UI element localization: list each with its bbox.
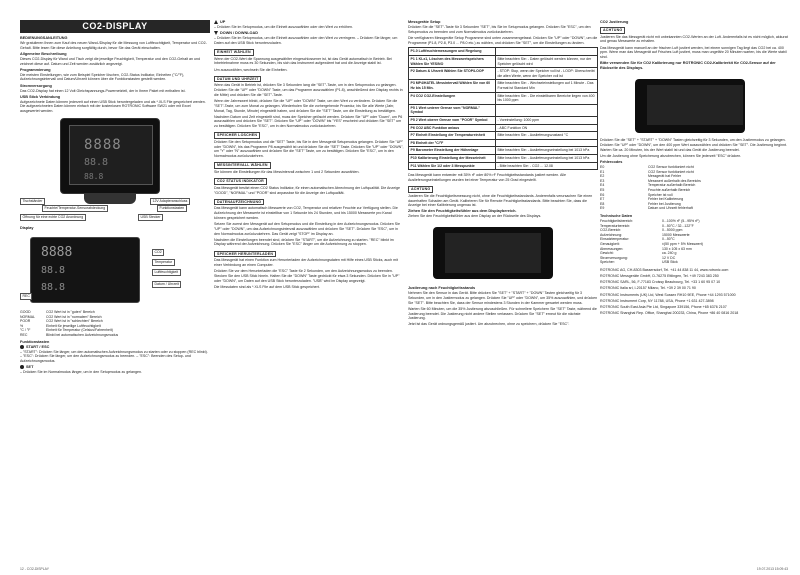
start-esc-text-body: – "START": Drücken Sie länger, um den automatischen Aufzeichnungsmodus zu starten oder zu stoppen (REC blinkt). – "ESC": Drücken Sie länger, um den Aufzeichnungsmodus zu beenden. – "ESC": Beenden des Setup- und Aufzeichnungsmodus. — [20, 349, 208, 364]
tech-key: Temperaturbereich: — [600, 223, 631, 228]
heading-setup: Messgeräte Setup — [408, 20, 441, 24]
table-cell: Bitte beachten Sie: - Auslieferungszustand °C — [495, 132, 597, 140]
section-download: SPEICHER HERUNTERLADEN — [214, 251, 276, 258]
column-3 — [408, 20, 598, 329]
status-value: CO2 Wert ist in "schlechten" Bereich — [46, 319, 103, 324]
start-button-icon — [20, 345, 24, 349]
error-text: Messgerät hat Fehler — [648, 174, 682, 179]
date-time-text-1: Wenn das Gerät in Betrieb ist, drücken Sie 3 Sekunden lang die "SET"-Taste, um in den Setupmodus zu gelangen. Drücken Sie die "UP" oder "DOWN" Taste, um das Programm auszuwählen (P1.8), anschließend den Display rechts in die Mitte) und drücken Sie die "SET"-Taste. — [214, 83, 403, 97]
unit-text-2: Um auszuwählen, wechseln Sie die Einheiten. — [214, 67, 288, 72]
tech-value: 12 V DC — [662, 255, 676, 260]
tech-key: Aufzeichnung: — [600, 232, 623, 237]
up-arrow-icon — [214, 20, 218, 24]
label-co2-opening: Öffnung für eine echte CO2 Anordnung — [20, 214, 86, 221]
error-code: E6 — [600, 192, 605, 197]
download-text-2: Drücken Sie vor dem Herunterladen die "ESC" Taste für 2 Sekunden, um den Aufzeichnungsmodus zu beenden. Stecken Sie den USB Stick hinein. Halten Sie die "DOWN" Taste gedrückt für etwa 3 Sekunden. Drücken Sie in "UP" oder "DOWN", um Daten auf den USB Stick herunterzuladen. "USB" wird im Display angezeigt. — [214, 269, 400, 283]
address-line: ROTRONIC Shanghai Rep. Office, Shanghai 200233, China, Phone +86 40 0816 2018 — [600, 310, 739, 315]
heading-power: Stromversorgung — [20, 83, 52, 88]
down-text-body: – Drücken Sie im Setupmodus, um die Einheit auszuwählen oder den Wert zu verringern. – Drücken Sie länger, um Daten auf den USB Stick herunterzuladen. — [214, 36, 398, 45]
error-text: Temperatur außerhalb Bereich — [648, 183, 696, 188]
lcd-hum-digits: 88.8 — [41, 281, 66, 293]
table-cell — [495, 48, 597, 56]
clear-memory-text: Drücken Sie den Setupmodus und die "SET" Taste, bis Sie in den Messgerät Setupmodus gelangen. Drücken Sie "UP" oder "DOWN", bis das Programm P8 ausgewählt ist und drücken Sie die "SET" Taste. Drücken Sie "UP" oder "DOWN", um "Y" oder "N" auszuwählen und drücken Sie die "SET" Taste, um zu bestätigen. Drücken Sie "ESC", um in den Normalmodus zurückzukehren. — [214, 139, 404, 159]
table-cell — [495, 139, 597, 147]
status-value: Blinkt bei automatischen Aufzeichnungsmodus — [46, 332, 119, 337]
table-row — [409, 55, 598, 67]
unit-text: Wenn der CO2-Wert die Spannung ausgewählter eingeschlossener ist, ist das Gerät automatisch in Betrieb. Bei Inbetriebnahme muss es 30 Sekunden, bis sich das Instrument aufgewärmt hat und die Anzeige stabil ist. — [214, 56, 392, 66]
up-text: UP — [220, 20, 226, 24]
device-digits-hum: 88.8 — [84, 171, 104, 181]
footer-right: 19.07.2013 15:09:43 — [756, 566, 788, 571]
table-row — [409, 92, 598, 104]
tech-key: Feuchtigkeitsbereich: — [600, 219, 634, 223]
setup-text-1: Drücken Sie die "SET"-Taste für 3 Sekunden "SET", bis Sie im Setupmodus gelangen. Drücken Sie "ESC", um den Setupmodus zu beenden und zum Normalmodus zurückzukehren. — [408, 25, 591, 34]
table-row — [409, 68, 598, 80]
error-text: Feuchte außerhalb Bereich — [648, 187, 691, 192]
label-date-time: Datum / Uhrzeit — [152, 281, 181, 288]
table-cell: - Voreinstellung: 1000 ppm — [495, 117, 597, 125]
tech-key: Stromversorgung: — [600, 255, 628, 260]
tech-key: CO2-Bereich: — [600, 228, 622, 233]
footer-left: 12 - CO2-DISPLAY — [20, 566, 49, 571]
pull-sensor-text: Ziehen Sie den Feuchtigkeitsfühler aus dem Display an der Rückseite des Displays. — [408, 214, 542, 219]
table-row — [409, 80, 598, 92]
page-title: CO2-DISPLAY — [20, 20, 210, 33]
error-text: Speicher ist voll — [648, 192, 673, 197]
device-stand — [84, 194, 136, 204]
tech-value: 130 x 105 x 63 mm — [662, 246, 692, 251]
co2-adjust-text-3: Um die Justierung ohne Speicherung abzubrechen, können Sie jederzeit "ESC" drücken. — [600, 153, 742, 158]
table-cell: P3 MP4/HATEL Messintervall Wählen Sie von 60 Hz bis 15 Min. — [409, 80, 496, 92]
sensor-photo-screen — [445, 233, 541, 273]
table-row — [409, 155, 598, 163]
warning-box-title-2: ACHTUNG — [600, 27, 625, 34]
table-row — [409, 162, 598, 170]
heading-errors: Fehlercodes — [600, 159, 623, 164]
status-value: Einheit für Temperatur (Celsius/Fahrenheit) — [46, 328, 113, 333]
status-value: CO2 Wert ist in "guten" Bereich — [46, 309, 95, 314]
table-row — [409, 104, 598, 116]
error-list — [600, 165, 788, 211]
table-cell: P8 Einheit der °C/°F — [409, 139, 496, 147]
error-code: E4 — [600, 183, 605, 188]
section-interval: MESSINTERVALL WÄHLEN — [214, 162, 271, 169]
interval-text: Sie können die Einstellungen für das Messintervall zwischen 1 und 2 Sekunden auswählen. — [214, 170, 360, 175]
table-cell: P4 CO2 CO2-Einstellungen — [409, 92, 496, 104]
device-screen — [69, 125, 153, 185]
tech-list — [600, 219, 788, 265]
section-date-time: DATUM UND UHRZEIT — [214, 76, 261, 83]
download-text-1: Das Messgerät hat einen Funktion zum Herunterladen der Aufzeichnungsdaten mit Hilfe eines USB Sticks, auch mit einer Verbindung an einen Computer. — [214, 258, 398, 267]
tech-key: Gewicht: — [600, 251, 614, 256]
status-key: °C / °F — [20, 328, 31, 333]
sensor-photo-device — [433, 227, 553, 279]
label-usb: USB Stecker — [138, 214, 163, 221]
status-key: POOR — [20, 319, 31, 324]
tech-value: 15000 Messwerte — [662, 232, 690, 237]
heading-tech-data: Technische Daten — [600, 214, 633, 218]
label-sensor: Feuchte/Temperatur-Sensorabdeckung — [42, 205, 108, 212]
label-rec: REC — [20, 293, 32, 300]
down-arrow-icon — [214, 31, 218, 35]
error-code: E2 — [600, 174, 605, 179]
address-line: ROTRONIC Instruments (UK) Ltd, West Sussex RH10 9EE, Phone +44 1293 571000 — [600, 292, 736, 297]
setup-table — [408, 47, 598, 170]
error-text: Fehler bei Justierung — [648, 201, 681, 206]
section-clear-memory: SPEICHER LÖSCHEN — [214, 132, 260, 139]
status-value: CO2 Wert ist in "normalem" Bereich — [46, 314, 102, 319]
error-code: E7 — [600, 197, 605, 202]
table-cell: Bitte beachten Sie: - Daten gelöscht werden können, nur der Speicher gelöscht wird — [495, 55, 597, 67]
table-cell: - ABC Funktion ON — [495, 124, 597, 132]
up-text-body: – Drücken Sie im Setupmodus, um die Einheit auszuwählen oder den Wert zu erhöhen. — [214, 25, 353, 29]
table-cell: Bitte beachten Sie: - Auslieferungseinstellung bei 1013 hPa — [495, 147, 597, 155]
address-line: ROTRONIC AG, CH-8303 Bassersdorf, Tel. +41 44 838 11 44, www.rotronic.com — [600, 268, 729, 273]
setup-text-2: Die verfügbaren Messgeräte Setup Programme sind unten zusammengefasst. Drücken Sie "UP" oder "DOWN", um die Programme (P1.8, P2.8, P3.0 ... P8.0 etc.) zu wählen, und drücken Sie "SET", um die Einstellungen zu ändern. — [408, 35, 598, 45]
device-body — [60, 118, 160, 194]
table-row — [409, 124, 598, 132]
section-co2-indicator: CO2 STATUS INDIKATOR — [214, 178, 267, 185]
status-key: % — [20, 323, 24, 328]
heading-description: Allgemeine Beschreibung — [20, 51, 67, 56]
programming-text: Die meisten Einstellungen, wie zum Beispiel Speicher löschen, CO2-Status Indikator, Einheiten (°C/°F), Aufzeichnungsintervall und Datum/Uhrzeit können über die Funktionstasten gestellt werden. — [20, 72, 185, 82]
table-cell: P9 Barometer Einstellung der Höhenlage — [409, 147, 496, 155]
status-list — [20, 310, 210, 338]
description-text: Dieses CO2-Display für Wand und Tisch zeigt die jeweilige Feuchtigkeit, Temperatur und den CO2-Gehalt an und zeichnet diese auf. Datum und Zeit werden zusätzlich angezeigt. — [20, 56, 200, 66]
tech-key: Einsatztemperatur: — [600, 237, 630, 242]
table-cell: - Bitte beachten Sie: - CO2 ... 12.08 — [495, 162, 597, 170]
heading-pull-sensor: Ziehen Sie den Feuchtigkeitsfühler aus dem Displaybereich. — [408, 209, 517, 214]
table-cell — [495, 104, 597, 116]
error-text: Fehler bei Kalibrierung — [648, 197, 684, 202]
power-text: Das CO2-Display hat einen 12 Volt Gleichspannungs-Powernetzteil, der in Ihrem Paket mit enthalten ist. — [20, 88, 186, 93]
tech-value: 0...100% rF (5...95% rF) — [662, 219, 700, 223]
intro-text: Wir gratulieren Ihnen zum Kauf des neuen Wand-/Display für die Messung von Luftfeuchtigkeit, Temperatur und CO2-Gehalt. Bitte lesen Sie diese Anleitung sorgfältig durch, bevor Sie das Gerät einschalten. — [20, 41, 207, 50]
error-code: E8 — [600, 201, 605, 206]
address-line: ROTRONIC Messgeräte GmbH, D-76275 Ettlingen, Tel. +49 7243 383 250 — [600, 274, 719, 279]
warning-box-title: ACHTUNG — [408, 186, 433, 193]
status-key: NORMAL — [20, 314, 35, 319]
co2-kit-photo-screen — [647, 85, 743, 125]
table-cell: P6 CO2 ABC Funktion an/aus — [409, 124, 496, 132]
error-code: E5 — [600, 187, 605, 192]
sensor-photo — [408, 223, 598, 283]
status-key: GOOD — [20, 309, 31, 314]
error-code: E0 — [600, 164, 605, 169]
display-illustration — [20, 235, 210, 310]
heading-function-keys: Funktionstasten — [20, 339, 50, 344]
co2-kit-photo-device — [635, 79, 745, 133]
tech-value: ca. 240 g — [662, 251, 677, 256]
set-text-body: – Drücken Sie im Normalmodus länger, um in den Setupmodus zu gelangen. — [20, 370, 143, 375]
down-text: DOWN / DOWNLOAD — [220, 31, 258, 36]
column-2 — [214, 20, 404, 291]
humidity-adjust-text-2: Warten Sie 60 Minuten, um die 35% Justierung abzuschließen. Für schnellere Speichern Sie "SET" Taste, während die Justierung beendet. Die Justierung nicht andere Stellen verlassen. Drücken Sie "SET" erneut für die nächste Justierung. — [408, 306, 597, 321]
recording-text-2: Setzen Sie zuerst den Messgerät auf den Setupmodus und die Einstellung in den Aufzeichnungsmodus. Drücken Sie "UP" oder "DOWN", um das Aufzeichnungsintervall auszuwählen und drücken Sie "SET". Drücken Sie "ESC", um in den Normalmodus zurückzukehren. Das Gerät zeigt "STOP" im Display an. — [214, 222, 400, 236]
error-code: E3 — [600, 178, 605, 183]
co2-warning-text: Justieren Sie das Messgerät nicht mit unbekannten CO2-Werten an der Luft. Anderenfalls ist es nicht möglich, akkurat und genau Messwerte zu erhalten. — [600, 34, 788, 44]
table-cell: P1 1 KLx1, Löschen des Messwertspeichers Wählen Sie YES/NO — [409, 55, 496, 67]
address-line: ROTRONIC SARL, 56, F-77183 Croissy Beaubourg, Tel. +33 1 60 95 07 10 — [600, 280, 721, 285]
label-power: 12V Adapteranschluss — [150, 198, 190, 205]
tech-value: USB Stick — [662, 260, 678, 265]
usb-text: Aufgezeichnete Daten können jederzeit auf einen USB Stick heruntergeladen und als *.XLS File gespeichert werden. Die aufgezeichneten Daten können einfach mit der kostenlosen ROTRONIC Software SW21 oder mit Excel ausgewertet werden. — [20, 99, 206, 114]
table-row — [409, 139, 598, 147]
table-cell: P11 Wählen Sie 1/2 oder 3 Messpunkte — [409, 162, 496, 170]
set-text: SET — [26, 365, 34, 370]
tech-value: ±(50 ppm + 5% Messwert) — [662, 242, 703, 247]
column-1 — [20, 20, 210, 376]
error-text: Datum und Uhrzeit fehlerhaft — [648, 206, 693, 211]
status-key: REC — [20, 332, 28, 337]
tech-key: Speicher: — [600, 260, 615, 265]
section-recording: DATENAUFZEICHNUNG — [214, 199, 264, 206]
table-row — [409, 48, 598, 56]
heading-display: Display — [20, 225, 34, 230]
table-cell: - STOP: Stop, wenn der Speicher voll ist - LOOP: Überschreibt die alten Werte, wenn der Speicher voll ist — [495, 68, 597, 80]
humidity-adjust-text-1: Nehmen Sie den Sensor in das Gerät. Bitte drücken Sie "SET" + "START" + "DOWN" Tasten gleichzeitig für 3 Sekunden, um in den Justiermodus zu gelangen. Drücken Sie "UP" oder "DOWN", um 35% auszuwählen, und drücken Sie "SET". Bitte beachten Sie, dass der Sensor mindestens 3 Stunden in der Kammer gewartet werden muss. — [408, 291, 598, 305]
error-text: Messwert außerhalb des Bereichs — [648, 178, 701, 183]
table-cell: P10 Kalibrierung Einstellung der Messeinheit — [409, 155, 496, 163]
recording-text-1: Das Messgerät kann automatisch Messwerte von CO2, Temperatur und relativer Feuchte zur Verfügung stellen. Die Aufzeichnung der Messwerte ist einstellbar von 1 Sekunde bis 24 Stunden, und bis 15000 Messwerte pro Kanal können gespeichert werden. — [214, 206, 398, 220]
date-time-text-2: Wenn der Jahreswert blinkt, drücken Sie die "UP" oder "DOWN" Taste, um den Wert zu verändern. Drücken Sie die "SET"-Taste, um zum Monat zu gelangen. Wiederholen Sie die vorhergehende Prozedur, bis Sie alle Werte (Jahr, Monat, Tag, Stunde, Minute) eingestellt haben, und drücken Sie die "SET" Taste, um die Einstellung zu bestätigen. — [214, 99, 398, 113]
table-cell: P1.0 Luftfeuchtemessungen und Regelung — [409, 48, 496, 56]
co2-kit-photo — [600, 75, 788, 135]
status-value: Einheit für jeweilige Luftfeuchtigkeit — [46, 323, 101, 328]
error-code: E9 — [600, 206, 605, 211]
lcd-display — [30, 237, 140, 303]
heading-usb: USB Stick Verbindung — [20, 94, 61, 99]
co2-adjust-text-1: Das Messgerät kann manuell an der frischen Luft justiert werden, bei einem sonnigen Tag liegt das CO2 bei ca. 400 ppm. Wenn man das Messgerät auf Frisches Luft justiert, muss man ungefähr 20 Minuten warten, bis die Werte stabil sind. — [600, 45, 787, 60]
tech-value: 0...50°C — [662, 237, 675, 242]
error-text: CO2 Sensor funktioniert nicht — [648, 164, 694, 169]
error-text: CO2 Sensor funktioniert nicht — [648, 169, 694, 174]
recording-text-3: Nachdem die Einstellungen beendet sind, drücken Sie "START", um die Aufzeichnung zu starten. "REC" blinkt im Display während der Aufzeichnung. Drücken Sie "ESC" länger um die Aufzeichnung zu stoppen. — [214, 237, 394, 247]
address-line: ROTRONIC Instrument Corp, NY 11788, USA, Phone +1 631 427-3898 — [600, 298, 714, 303]
label-taste: Tischständer — [20, 198, 45, 205]
tech-key: Genauigkeit: — [600, 242, 620, 247]
table-cell: P5 2 Wert oberer Grenze vom "POOR" Symbol — [409, 117, 496, 125]
label-co2: CO2 — [152, 249, 164, 256]
table-cell: Bitte beachten Sie: - Wechseleinstellungen auf 1 Minute - Das Format ist Standard Min — [495, 80, 597, 92]
label-humidity: Luftfeuchtigkeit — [152, 269, 181, 276]
co2-kit-note: Bitte verwenden Sie für CO2 Kalibrierung nur ROTRONIC CO2-Kalibrierkit für CO2-Sensor auf der Rückseite des Displays. — [600, 61, 776, 71]
label-temperature: Temperatur — [152, 259, 175, 266]
section-unit: EINHEIT WÄHLEN — [214, 49, 254, 56]
table-cell: Bitte beachten Sie: - Die einstellbaren Bereiche liegen von 400 bis 1000 ppm — [495, 92, 597, 104]
table-cell: P5 1 Wert unterer Grenze vom "NORMAL" Symbol — [409, 104, 496, 116]
heading-co2-adjust: CO2 Justierung — [600, 20, 629, 24]
heading-humidity-adjust: Justierung nach Feuchtigkeitsstands — [408, 286, 476, 291]
tech-value: 0...5000 ppm — [662, 228, 683, 233]
set-button-icon — [20, 365, 24, 369]
label-keys: Funktionstasten — [157, 205, 187, 212]
download-text-3: Die Messdaten sind als *.XLS File auf dem USB Stick gespeichert. — [214, 284, 320, 289]
start-esc-text: START / ESC — [26, 344, 50, 349]
device-illustration — [20, 118, 210, 226]
tech-value: 0...50°C / 32...122°F — [662, 223, 694, 228]
table-row — [409, 132, 598, 140]
tech-key: Abmessungen: — [600, 246, 624, 251]
heading-manual: BEDIENUNGSANLEITUNG — [20, 36, 68, 40]
table-row — [409, 117, 598, 125]
co2-indicator-text: Das Messgerät besitzt einen CO2 Status Indikator, für einen automatischen Abrechnung der Luftqualität. Die Anzeige "GOOD", "NORMAL" und "POOR" sind anpassbar für die Anzeige der Luftqualität. — [214, 185, 400, 195]
address-line: ROTRONIC Italia srl, I-20157 Milano, Tel. +39 2 39 00 71 90 — [600, 286, 696, 291]
co2-adjust-text-2: Drücken Sie die "SET" + "START" + "DOWN" Tasten gleichzeitig für 3 Sekunden, um den Justiermodus zu gelangen. Drücken Sie "UP" oder "DOWN", um den 400 ppm Wert auszuwählen und drücken Sie "SET". Die Justierung beginnt. Warten Sie ca. 20 Minuten, bis der Wert stabil ist und das Gerät die Justierung beendet. — [600, 138, 787, 152]
lcd-co2-digits: 8888 — [41, 244, 73, 260]
humidity-calibration-text: Das Messgerät kann entweder mit 35% rF oder 80% rF Feuchtigkeitsstandards justiert werden. Alle Auslieferungseinstellungen wurden bei einer Temperatur von 25 Grad eingestellt. — [408, 173, 566, 183]
address-line: ROTRONIC South East Asia Pte Ltd, Singapore 339156, Phone +65 6376 2107 — [600, 304, 727, 309]
device-digits-co2: 8888 — [84, 136, 122, 153]
error-code: E1 — [600, 169, 605, 174]
column-4 — [600, 20, 788, 317]
table-cell: Bitte beachten Sie: - Auslieferungseinstellung bei 1013 hPa — [495, 155, 597, 163]
device-digits-temp: 88.8 — [84, 156, 109, 168]
date-time-text-3: Nachdem Datum und Zeit eingestellt sind, muss der Speicher gelöscht werden. Drücken Sie "UP" oder "Down", um P6 auszuwählen und drücken Sie "SET". Drücken Sie "UP" oder "DOWN" bis "YES" erscheint und drücken Sie "SET" um zu bestätigen. Drücken Sie "ESC", um in den Normalmodus zurückzukehren. — [214, 114, 403, 129]
humidity-adjust-text-3: Jetzt ist das Gerät ordnungsgemäß justiert. Um abzubrechen, ohne zu speichern, drücken Sie "ESC". — [408, 322, 570, 327]
table-row — [409, 147, 598, 155]
table-cell: P2 Datum & Uhrzeit Wählen Sie STOP/LOOP — [409, 68, 496, 80]
heading-programming: Programmierung — [20, 67, 51, 72]
lcd-temp-digits: 88.8 — [41, 264, 66, 276]
table-cell: P7 Einheit Einstellung der Temperatureinheit — [409, 132, 496, 140]
address-list — [600, 268, 788, 316]
warning-text: Justieren Sie die Feuchtigkeitsmessung nicht, ohne die Feuchtigkeitsstandards. Anderenfalls verursachen Sie einen dauerhaften Schaden am Gerät. Kalibrieren Sie für Remote Feuchtigkeitsstandards. Bitte beachten Sie, dass die Anzeige bei einer Kalibrierung ungenau ist. — [408, 193, 593, 208]
